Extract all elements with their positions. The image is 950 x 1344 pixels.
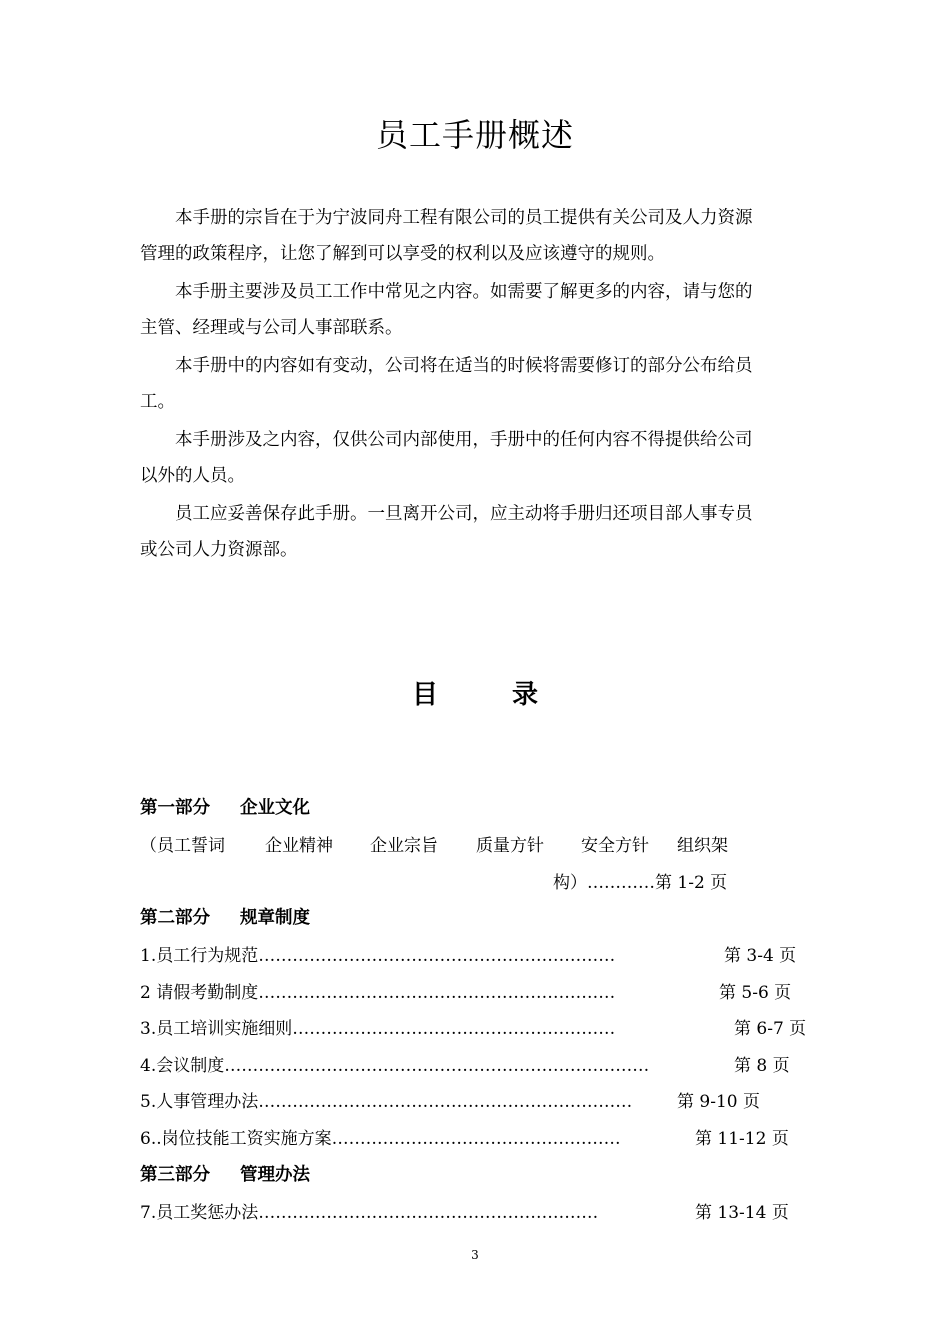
page-number: 3 bbox=[471, 1248, 479, 1262]
paragraph-line: 本手册中的内容如有变动，公司将在适当的时候将需要修订的部分公布给员 bbox=[175, 356, 753, 376]
paragraph-line: 或公司人力资源部。 bbox=[140, 540, 298, 560]
paragraph-line: 本手册主要涉及员工工作中常见之内容。如需要了解更多的内容，请与您的 bbox=[175, 282, 753, 302]
part-number: 第一部分 bbox=[140, 798, 210, 818]
toc-entry-page: 第 9-10 页 bbox=[677, 1092, 760, 1112]
toc-part1-item: 企业精神 bbox=[265, 836, 333, 856]
toc-part1-item: 质量方针 bbox=[476, 836, 544, 856]
part-name: 规章制度 bbox=[240, 908, 310, 928]
toc-entry-page: 第 8 页 bbox=[734, 1056, 790, 1076]
toc-entry[interactable]: 4.会议制度………………………………………………………………… bbox=[140, 1056, 650, 1076]
paragraph-line: 工。 bbox=[140, 392, 175, 412]
toc-part1-item: 安全方针 bbox=[581, 836, 649, 856]
part-name: 管理办法 bbox=[240, 1165, 310, 1185]
page-title: 员工手册概述 bbox=[375, 116, 574, 154]
toc-entry[interactable]: 7.员工奖惩办法…………………………………………………… bbox=[140, 1203, 599, 1223]
part-number: 第三部分 bbox=[140, 1165, 210, 1185]
part-name: 企业文化 bbox=[240, 798, 310, 818]
toc-entry[interactable]: 5.人事管理办法………………………………………………………… bbox=[140, 1092, 633, 1112]
paragraph-line: 管理的政策程序，让您了解到可以享受的权利以及应该遵守的规则。 bbox=[140, 244, 665, 264]
toc-entry-page: 第 3-4 页 bbox=[724, 946, 797, 966]
toc-part-1 bbox=[140, 794, 310, 819]
paragraph-line: 主管、经理或与公司人事部联系。 bbox=[140, 318, 403, 338]
toc-entry-page: 第 6-7 页 bbox=[734, 1019, 807, 1039]
toc-heading-left: 目 bbox=[412, 680, 439, 710]
paragraph-scope bbox=[140, 274, 810, 346]
paragraph-changes bbox=[140, 348, 810, 420]
toc-heading-right: 录 bbox=[512, 680, 539, 710]
toc-entry[interactable]: 6..岗位技能工资实施方案…………………………………………… bbox=[140, 1129, 621, 1149]
toc-part-3 bbox=[140, 1161, 310, 1186]
toc-part1-continuation[interactable]: 构）…………第 1-2 页 bbox=[553, 873, 728, 893]
paragraph-line: 员工应妥善保存此手册。一旦离开公司，应主动将手册归还项目部人事专员 bbox=[175, 504, 753, 524]
paragraph-retention bbox=[140, 496, 810, 568]
toc-entry[interactable]: 2 请假考勤制度……………………………………………………… bbox=[140, 983, 616, 1003]
toc-part1-item: （员工誓词 bbox=[140, 836, 225, 856]
toc-part-2 bbox=[140, 904, 310, 929]
toc-part1-item: 企业宗旨 bbox=[370, 836, 438, 856]
toc-entry-page: 第 5-6 页 bbox=[719, 983, 792, 1003]
toc-part1-item: 组织架 bbox=[677, 836, 728, 856]
paragraph-line: 本手册涉及之内容，仅供公司内部使用，手册中的任何内容不得提供给公司 bbox=[175, 430, 753, 450]
paragraph-confidential bbox=[140, 422, 810, 494]
toc-entry[interactable]: 1.员工行为规范……………………………………………………… bbox=[140, 946, 616, 966]
paragraph-line: 本手册的宗旨在于为宁波同舟工程有限公司的员工提供有关公司及人力资源 bbox=[175, 208, 753, 228]
part-number: 第二部分 bbox=[140, 908, 210, 928]
toc-entry-page: 第 11-12 页 bbox=[695, 1129, 789, 1149]
paragraph-purpose bbox=[140, 200, 810, 272]
toc-entry-page: 第 13-14 页 bbox=[695, 1203, 789, 1223]
toc-entry[interactable]: 3.员工培训实施细则………………………………………………… bbox=[140, 1019, 616, 1039]
paragraph-line: 以外的人员。 bbox=[140, 466, 245, 486]
